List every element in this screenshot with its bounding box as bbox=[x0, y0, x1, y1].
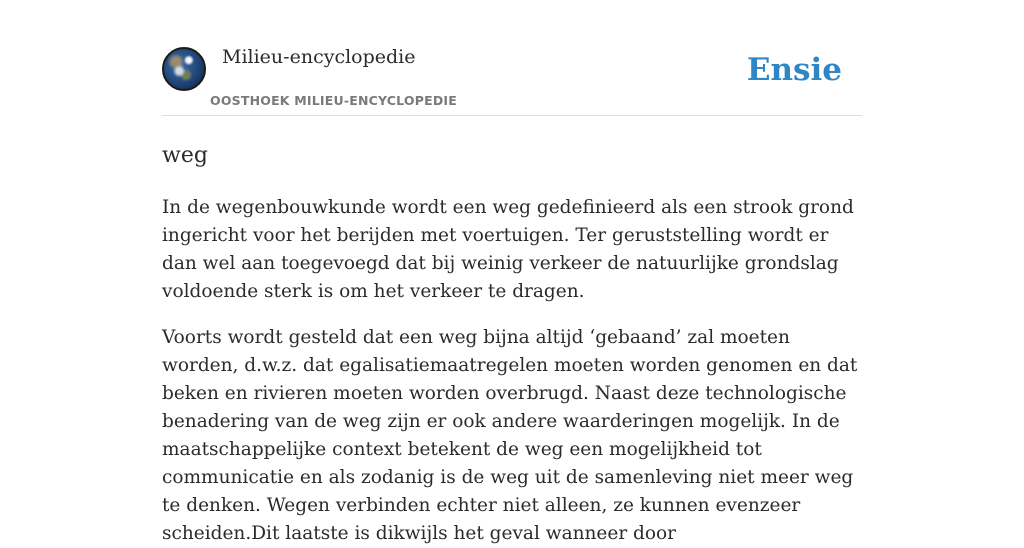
article-term-title: weg bbox=[162, 143, 208, 168]
article-paragraph-2: Voorts wordt gesteld dat een weg bijna altijd ‘gebaand’ zal moeten worden, d.w.z. dat egalisatiemaatregelen moeten worden genomen en dat beken en rivieren moeten worden overbrugd. Naast deze technologische benadering van de weg zijn er ook andere waarderingen mogelijk. In de maatschappelijke context betekent de weg een mogelijkheid tot communicatie en als zodanig is de weg uit de samenleving niet meer weg te denken. Wegen verbinden echter niet alleen, ze kunnen evenzeer scheiden.Dit laatste is dikwijls het geval wanneer door bbox=[162, 327, 858, 544]
article-paragraph-1: In de wegenbouwkunde wordt een weg gedefinieerd als een strook grond ingericht voor het berijden met voertuigen. Ter geruststelling wordt er dan wel aan toegevoegd dat bij weinig verkeer de natuurlijke grondslag voldoende sterk is om het verkeer te dragen. bbox=[162, 197, 854, 302]
site-subtitle[interactable]: OOSTHOEK MILIEU-ENCYCLOPEDIE bbox=[210, 93, 457, 108]
ensie-brand-logo[interactable]: Ensie bbox=[746, 52, 842, 88]
site-name-link[interactable]: Milieu-encyclopedie bbox=[222, 46, 416, 68]
earth-globe-icon[interactable] bbox=[162, 47, 206, 91]
page-container bbox=[162, 0, 862, 548]
site-header bbox=[162, 0, 862, 116]
